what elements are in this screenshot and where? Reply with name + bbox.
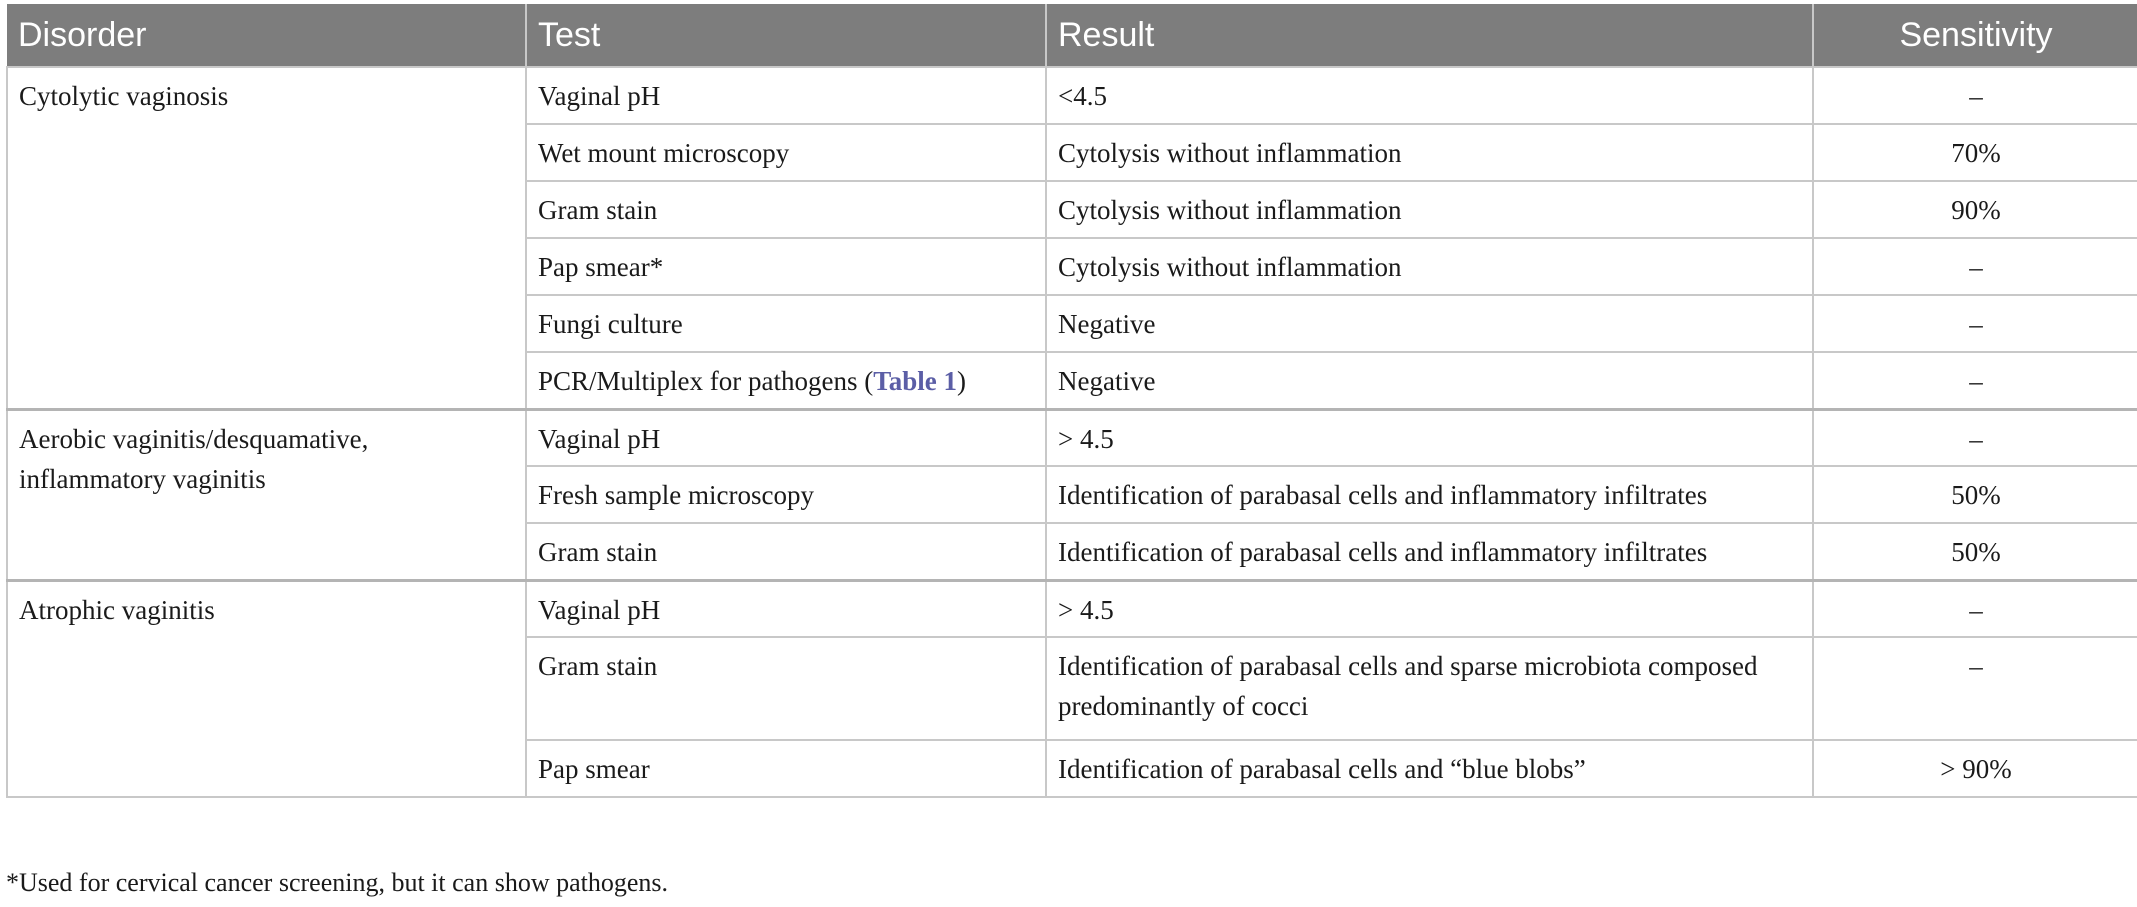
- result-cell: Negative: [1046, 295, 1813, 352]
- sensitivity-cell: 90%: [1813, 181, 2137, 238]
- result-cell: Identification of parabasal cells and sparse microbiota composed predominantly of cocci: [1046, 637, 1813, 740]
- test-cell: Vaginal pH: [526, 580, 1046, 637]
- sensitivity-cell: > 90%: [1813, 740, 2137, 797]
- result-cell: Identification of parabasal cells and inflammatory infiltrates: [1046, 466, 1813, 523]
- result-cell: Cytolysis without inflammation: [1046, 124, 1813, 181]
- sensitivity-cell: –: [1813, 409, 2137, 466]
- header-test: Test: [526, 4, 1046, 67]
- test-cell: Pap smear: [526, 740, 1046, 797]
- test-cell: Gram stain: [526, 637, 1046, 740]
- header-result: Result: [1046, 4, 1813, 67]
- test-cell: Fungi culture: [526, 295, 1046, 352]
- test-cell: Pap smear*: [526, 238, 1046, 295]
- test-cell: Vaginal pH: [526, 67, 1046, 124]
- header-disorder: Disorder: [7, 4, 526, 67]
- disorder-cell: Cytolytic vaginosis: [7, 67, 526, 409]
- header-row: [7, 4, 2137, 67]
- result-cell: <4.5: [1046, 67, 1813, 124]
- test-text: ): [957, 366, 967, 396]
- result-cell: Identification of parabasal cells and “blue blobs”: [1046, 740, 1813, 797]
- test-cell: Vaginal pH: [526, 409, 1046, 466]
- sensitivity-cell: 50%: [1813, 523, 2137, 580]
- table-1-link[interactable]: Table 1: [873, 366, 958, 396]
- sensitivity-cell: 70%: [1813, 124, 2137, 181]
- sensitivity-cell: 50%: [1813, 466, 2137, 523]
- result-cell: Cytolysis without inflammation: [1046, 181, 1813, 238]
- sensitivity-cell: –: [1813, 352, 2137, 409]
- disorder-cell: Atrophic vaginitis: [7, 580, 526, 797]
- test-cell: Fresh sample microscopy: [526, 466, 1046, 523]
- test-cell: [526, 352, 1046, 409]
- result-cell: Negative: [1046, 352, 1813, 409]
- test-cell: Gram stain: [526, 181, 1046, 238]
- result-cell: > 4.5: [1046, 580, 1813, 637]
- sensitivity-cell: –: [1813, 238, 2137, 295]
- table-row: [7, 67, 2137, 124]
- header-sensitivity: Sensitivity: [1813, 4, 2137, 67]
- table-row: [7, 580, 2137, 637]
- sensitivity-cell: –: [1813, 580, 2137, 637]
- test-text: PCR/Multiplex for pathogens (: [538, 366, 874, 396]
- disorder-cell: Aerobic vaginitis/desquamative, inflammatory vaginitis: [7, 409, 526, 580]
- result-cell: Cytolysis without inflammation: [1046, 238, 1813, 295]
- test-cell: Wet mount microscopy: [526, 124, 1046, 181]
- sensitivity-cell: –: [1813, 67, 2137, 124]
- result-cell: Identification of parabasal cells and inflammatory infiltrates: [1046, 523, 1813, 580]
- test-cell: Gram stain: [526, 523, 1046, 580]
- table-footnote: *Used for cervical cancer screening, but it can show pathogens.: [6, 868, 669, 897]
- sensitivity-cell: –: [1813, 637, 2137, 740]
- diagnostic-tests-table: [6, 4, 2137, 798]
- sensitivity-cell: –: [1813, 295, 2137, 352]
- table-row: [7, 409, 2137, 466]
- result-cell: > 4.5: [1046, 409, 1813, 466]
